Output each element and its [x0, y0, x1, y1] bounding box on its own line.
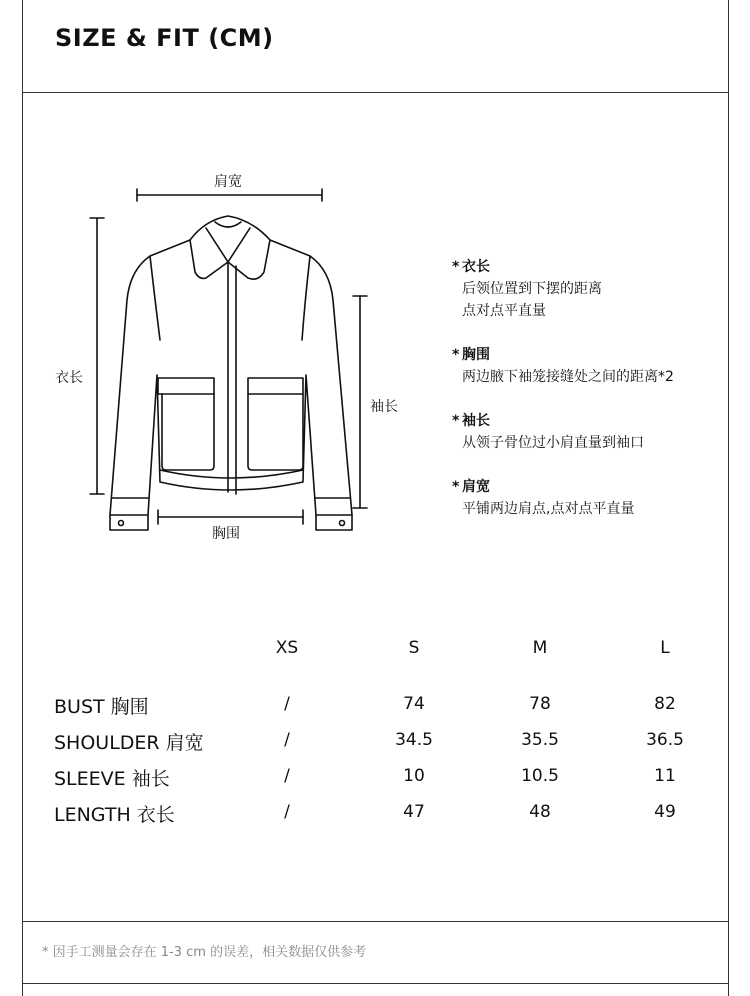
right-pocket	[248, 378, 303, 470]
table-cell: /	[284, 694, 290, 714]
table-cell: 74	[403, 694, 425, 714]
jacket-body-outline	[110, 240, 352, 515]
shoulder-label: 肩宽	[214, 174, 242, 190]
note-length	[452, 256, 722, 322]
jacket-collar	[190, 216, 270, 279]
bust-measure-line	[158, 510, 303, 524]
note-line: 两边腋下袖笼接缝处之间的距离*2	[462, 369, 674, 385]
table-cell: 82	[654, 694, 676, 714]
table-cell: /	[284, 766, 290, 786]
note-title: 肩宽	[462, 479, 490, 495]
measurement-notes	[452, 256, 722, 542]
note-star: *	[452, 259, 460, 275]
table-cell: 34.5	[395, 730, 433, 750]
sleeve-measure-line	[353, 296, 367, 508]
note-title: 衣长	[462, 259, 490, 275]
page-title: SIZE & FIT (CM)	[55, 24, 274, 52]
note-line: 平铺两边肩点,点对点平直量	[462, 501, 635, 517]
table-cell: 11	[654, 766, 676, 786]
table-cell: 47	[403, 802, 425, 822]
table-cell: /	[284, 802, 290, 822]
row-label-shoulder: SHOULDER 肩宽	[54, 732, 204, 754]
length-label: 衣长	[55, 370, 83, 386]
row-label-length: LENGTH 衣长	[54, 804, 175, 826]
note-bust	[452, 344, 722, 388]
note-title: 袖长	[462, 413, 490, 429]
note-title: 胸围	[462, 347, 490, 363]
bust-label: 胸围	[212, 526, 240, 542]
note-shoulder	[452, 476, 722, 520]
note-star: *	[452, 413, 460, 429]
column-header-s: S	[408, 638, 420, 658]
column-header-l: L	[660, 638, 670, 658]
table-cell: /	[284, 730, 290, 750]
right-cuff	[316, 498, 352, 530]
row-label-sleeve: SLEEVE 袖长	[54, 768, 170, 790]
column-header-xs: XS	[275, 638, 299, 658]
row-label-bust: BUST 胸围	[54, 696, 149, 718]
left-pocket	[158, 378, 214, 470]
note-star: *	[452, 347, 460, 363]
sleeve-label: 袖长	[370, 399, 398, 415]
table-cell: 78	[529, 694, 551, 714]
table-cell: 10.5	[521, 766, 559, 786]
table-cell: 10	[403, 766, 425, 786]
note-line: 后领位置到下摆的距离	[462, 281, 602, 297]
left-cuff	[110, 498, 148, 530]
note-sleeve	[452, 410, 722, 454]
table-cell: 35.5	[521, 730, 559, 750]
note-star: *	[452, 479, 460, 495]
column-header-m: M	[532, 638, 548, 658]
note-line: 从领子骨位过小肩直量到袖口	[462, 435, 644, 451]
note-line: 点对点平直量	[462, 303, 546, 319]
measurement-disclaimer: * 因手工测量会存在 1-3 cm 的误差，相关数据仅供参考	[42, 945, 367, 960]
length-measure-line	[90, 218, 104, 494]
table-cell: 49	[654, 802, 676, 822]
table-cell: 36.5	[646, 730, 684, 750]
table-cell: 48	[529, 802, 551, 822]
